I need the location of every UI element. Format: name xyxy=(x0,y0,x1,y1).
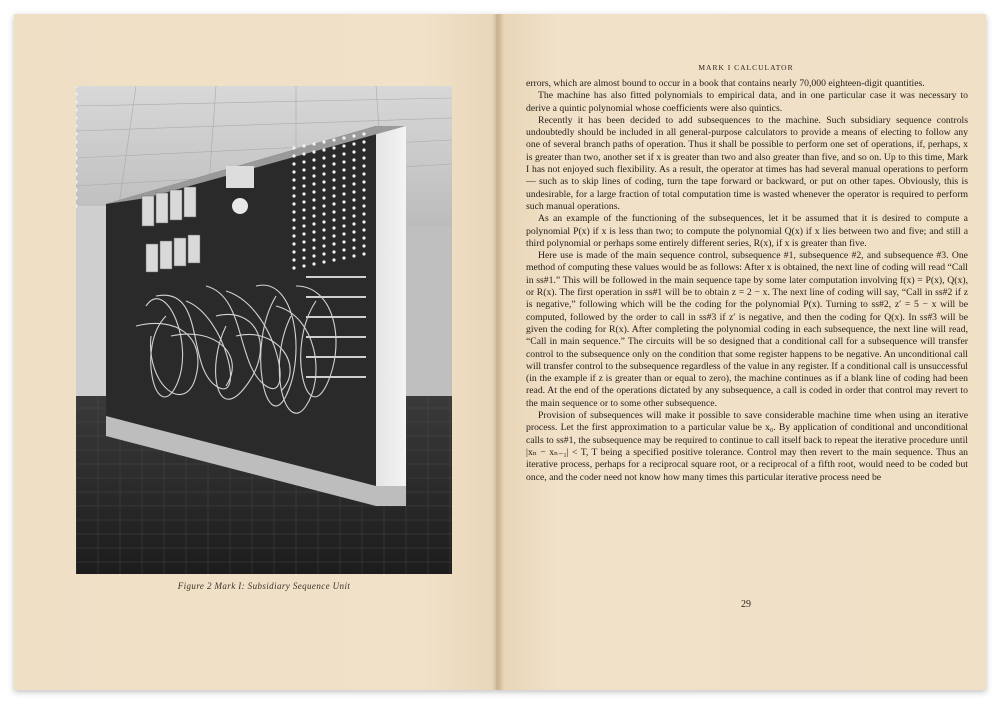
figure-caption: Figure 2 Mark I: Subsidiary Sequence Unit xyxy=(177,581,351,591)
page-number: 29 xyxy=(741,599,751,610)
paragraph-3: Recently it has been decided to add subsequences to the machine. Such subsidiary sequence controls undoubtedly should be included in all general-purpose calculators to provide a means of electing to follow any one of several branch paths of operation. Thus it shall be possible to perform one set of operations, if, perhaps, x is greater than two, another set if x is greater than two and also greater than five, and so on. Up to this time, Mark I has not enjoyed such flexibility. As a result, the operator at times has had several manual operations to perform — such as to skip lines of coding, turn the tape forward or backward, or put on other tapes. Obviously, this is undesirable, for a large fraction of total computation time is wasted whenever the operator is required to perform such manual operations. xyxy=(526,114,968,212)
running-head: MARK I CALCULATOR xyxy=(698,63,794,72)
subsidiary-sequence-unit-photo xyxy=(76,86,452,574)
page-divider xyxy=(496,14,497,690)
left-page xyxy=(14,14,498,690)
book-spread xyxy=(14,14,986,690)
book-gutter xyxy=(492,14,504,690)
body-text xyxy=(526,78,968,484)
paragraph-6: Provision of subsequences will make it possible to save considerable machine time when using an iterative process. Let the first approximation to a particular value be x₀. By application of conditional and unconditional calls to ss#1, the subsequence may be required to continue to call itself back to repeat the iterative procedure until |xₙ − xₙ₋₁| < T, T being a specified positive tolerance. Control may then revert to the main sequence. Thus an iterative process, perhaps for a reciprocal square root, or a reciprocal of a fifth root, would need to be coded but once, and the coder need not know how many times this particular iterative process need be xyxy=(526,410,968,483)
paragraph-5: Here use is made of the main sequence control, subsequence #1, subsequence #2, and subsequence #3. One method of computing these values would be as follows: After x is obtained, the next line of coding will read “Call in ss#1.” This will be followed in the main sequence tape by some later computation involving f(x) = P(x), Q(x), or R(x). The first operation in ss#1 will be to obtain z = 2 − x. The next line of coding will say, “Call in ss#2 if z is negative,” following which will be the coding for the polynomial P(x). Turning to ss#2, z′ = 5 − x will be computed, followed by the order to call in ss#3 if z′ is negative, and then the coding for Q(x). In ss#3 will be given the coding for R(x). After completing the polynomial coding in each subsequence, the next line will read, “Call in main sequence.” The circuits will be so designed that a conditional call for a subsequence will transfer control to the subsequence only on the condition that some register happens to be negative. An unconditional call will transfer control to the subsequence regardless of the value in any register. If a conditional call is unsuccessful (in the example if z is greater than or equal to zero), the machine continues as if a blank line of coding had been read. At the end of the operations dictated by any subsequence, a call is coded in order that control may revert to the main sequence or to some other subsequence. xyxy=(526,250,968,409)
paragraph-4: As an example of the functioning of the subsequences, let it be assumed that it is desired to compute a polynomial P(x) if x is less than two; to compute the polynomial Q(x) if x lies between two and five; and still a third polynomial or perhaps some entirely different series, R(x), if x is greater than five. xyxy=(526,213,968,249)
paragraph-1: errors, which are almost bound to occur in a book that contains nearly 70,000 eighteen-digit quantities. xyxy=(526,78,925,89)
paragraph-2: The machine has also fitted polynomials to empirical data, and in one particular case it was necessary to derive a quintic polynomial whose coefficients were also quintics. xyxy=(526,90,968,114)
right-page xyxy=(498,14,986,690)
